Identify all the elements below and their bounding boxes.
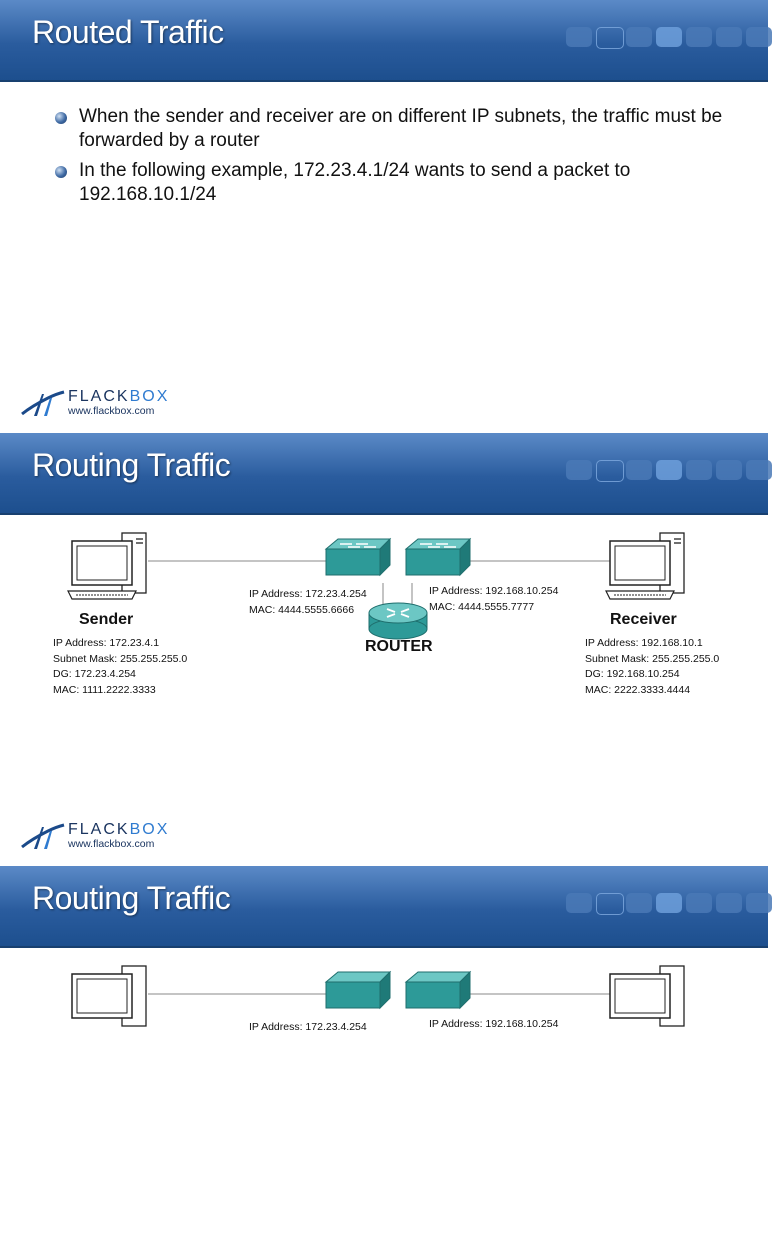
switch-icon <box>406 539 470 575</box>
computer-icon <box>68 533 146 599</box>
bullet-item <box>55 159 745 207</box>
sender-mac: MAC: 1111.2222.3333 <box>53 683 156 696</box>
router-left-ip-partial: IP Address: 172.23.4.254 <box>249 1021 367 1033</box>
router-left-interface <box>249 587 367 618</box>
flackbox-logo-icon <box>20 388 66 418</box>
switch-icon <box>406 972 470 1008</box>
switch-icon <box>326 972 390 1008</box>
sender-details <box>53 636 187 698</box>
flackbox-logo-icon <box>20 821 66 851</box>
slide-title: Routing Traffic <box>32 447 231 483</box>
receiver-dg: DG: 192.168.10.254 <box>585 668 680 680</box>
logo-url: www.flackbox.com <box>68 838 155 850</box>
slide-header <box>0 866 768 948</box>
sender-dg: DG: 172.23.4.254 <box>53 668 136 680</box>
network-diagram <box>0 946 768 1246</box>
network-diagram <box>0 513 768 813</box>
sender-mask: Subnet Mask: 255.255.255.0 <box>53 652 188 665</box>
router-right-interface <box>429 584 558 615</box>
router-name: ROUTER <box>365 638 433 655</box>
router-icon <box>369 603 427 639</box>
logo-brand: FLACKBOX <box>68 388 170 405</box>
receiver-mac: MAC: 2222.3333.4444 <box>585 683 691 696</box>
router-right-mac: MAC: 4444.5555.7777 <box>429 600 535 613</box>
slide-header <box>0 0 768 82</box>
slide-routing-traffic-partial <box>0 866 768 1033</box>
slide-title: Routed Traffic <box>32 14 224 50</box>
receiver-ip: IP Address: 192.168.10.1 <box>585 637 703 649</box>
slide-routing-traffic <box>0 433 768 866</box>
logo-brand: FLACKBOX <box>68 821 170 838</box>
router-left-mac: MAC: 4444.5555.6666 <box>249 603 355 616</box>
receiver-name: Receiver <box>610 611 677 628</box>
diagram-graphics <box>0 946 768 1026</box>
slide-routed-traffic <box>0 0 768 433</box>
bullet-text: In the following example, 172.23.4.1/24 wants to send a packet to 192.168.10.1/24 <box>79 160 631 205</box>
receiver-details <box>585 636 719 698</box>
flackbox-logo <box>20 821 190 853</box>
logo-url: www.flackbox.com <box>68 405 155 417</box>
bullet-text: When the sender and receiver are on different IP subnets, the traffic must be forwarded by a router <box>79 106 723 151</box>
computer-icon <box>606 533 684 599</box>
router-right-ip: IP Address: 192.168.10.254 <box>429 585 559 597</box>
sender-ip: IP Address: 172.23.4.1 <box>53 637 160 649</box>
bullet-icon <box>55 112 67 124</box>
bullet-item <box>55 105 745 153</box>
bullet-list <box>55 105 745 213</box>
slide-title: Routing Traffic <box>32 880 231 916</box>
switch-icon <box>326 539 390 575</box>
computer-icon <box>72 966 146 1026</box>
router-left-ip: IP Address: 172.23.4.254 <box>249 588 367 600</box>
slide-header <box>0 433 768 515</box>
router-right-ip-partial: IP Address: 192.168.10.254 <box>429 1018 559 1030</box>
computer-icon <box>610 966 684 1026</box>
bullet-icon <box>55 166 67 178</box>
flackbox-logo <box>20 388 190 420</box>
receiver-mask: Subnet Mask: 255.255.255.0 <box>585 652 720 665</box>
sender-name: Sender <box>79 611 134 628</box>
